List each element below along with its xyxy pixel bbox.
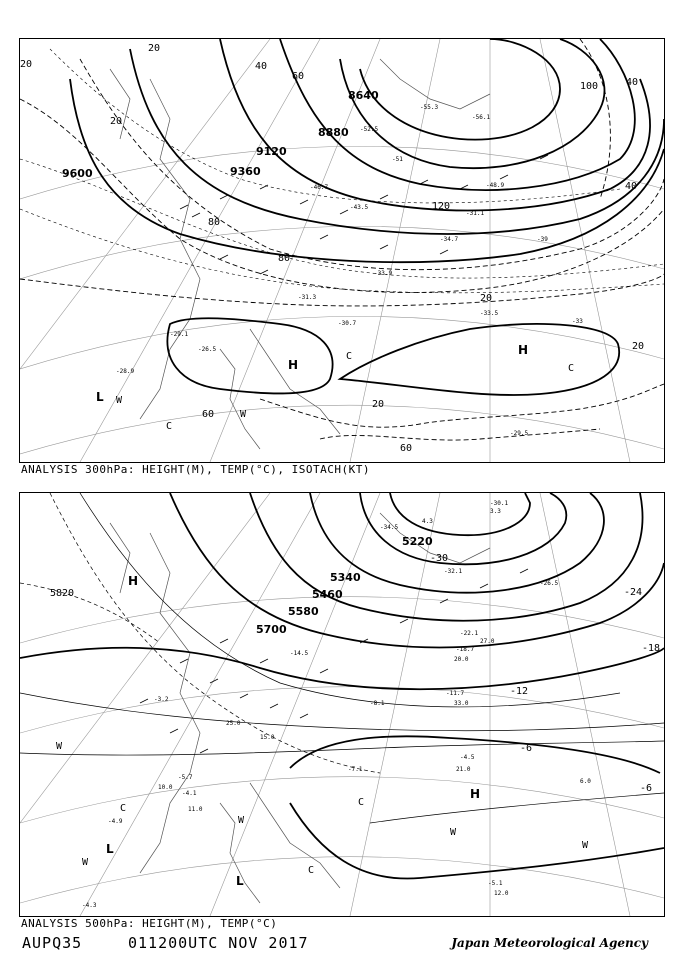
dewpoint-label: 4.3 xyxy=(422,518,433,525)
map-300hpa xyxy=(19,38,665,463)
temp-label: -11.7 xyxy=(446,690,465,697)
dewpoint-label: 20.0 xyxy=(454,656,469,663)
map-500hpa xyxy=(19,492,665,917)
temp-label: -5.7 xyxy=(178,774,193,781)
temp-label: -34.5 xyxy=(380,524,399,531)
temp-label: -26.5 xyxy=(540,580,559,587)
temp-label: -4.9 xyxy=(108,818,123,825)
bulletin-datetime: 011200UTC NOV 2017 xyxy=(128,934,309,952)
height-label-5460: 5460 xyxy=(312,588,343,601)
dewpoint-label: 11.0 xyxy=(188,806,203,813)
pressure-system-warm: W xyxy=(56,741,63,752)
height-label-9600: 9600 xyxy=(62,167,93,180)
temp-label: -33.9 xyxy=(374,270,393,277)
pressure-system-cold: C xyxy=(166,421,173,432)
dewpoint-label: 12.0 xyxy=(494,890,509,897)
isotherm-label: -6 xyxy=(520,743,533,754)
temp-label: -29.5 xyxy=(510,430,529,437)
pressure-system-high: H xyxy=(518,343,529,357)
pressure-system-low: L xyxy=(236,874,244,888)
temp-label: -46.7 xyxy=(310,184,329,191)
isotherm-label: -18 xyxy=(642,643,661,654)
pressure-system-warm: W xyxy=(82,857,89,868)
pressure-system-warm: W xyxy=(450,827,457,838)
temp-label: -4.3 xyxy=(82,902,97,909)
temp-label: -26.5 xyxy=(198,346,217,353)
graticule xyxy=(20,493,664,916)
temp-label: -31.3 xyxy=(298,294,317,301)
isotach-label: 20 xyxy=(480,293,493,304)
temp-label: -48.9 xyxy=(486,182,505,189)
height-label-8880: 8880 xyxy=(318,126,349,139)
temp-label: -7.1 xyxy=(348,766,363,773)
isotach-label: 20 xyxy=(632,341,645,352)
temp-label: -14.5 xyxy=(290,650,309,657)
pressure-system-high: H xyxy=(128,574,139,588)
height-label-5820: 5820 xyxy=(50,588,75,599)
isotherms xyxy=(20,493,664,823)
pressure-system-cold: C xyxy=(568,363,575,374)
temp-label: -51 xyxy=(392,156,403,163)
dewpoint-label: 15.0 xyxy=(260,734,275,741)
isotach-label: 60 xyxy=(292,71,305,82)
map-500hpa-canvas xyxy=(20,493,664,916)
caption-300hpa: ANALYSIS 300hPa: HEIGHT(M), TEMP(°C), ISOTACH(KT) xyxy=(21,463,371,476)
height-label-5220: 5220 xyxy=(402,535,433,548)
temp-label: -30.7 xyxy=(338,320,357,327)
pressure-system-warm: W xyxy=(238,815,245,826)
dewpoint-label: 21.0 xyxy=(456,766,471,773)
pressure-system-cold: C xyxy=(120,803,127,814)
temp-label: -4.5 xyxy=(460,754,475,761)
pressure-system-cold: C xyxy=(308,865,315,876)
isotach-label: 20 xyxy=(20,59,33,70)
isotherm-label: -12 xyxy=(510,686,529,697)
isotherm-label: -6 xyxy=(640,783,653,794)
isotach-label: 20 xyxy=(110,116,123,127)
pressure-system-cold: C xyxy=(346,351,353,362)
temp-label: -33 xyxy=(572,318,583,325)
isotach-label: 80 xyxy=(208,217,221,228)
map-300hpa-canvas xyxy=(20,39,664,462)
temp-label: -34.7 xyxy=(440,236,459,243)
dewpoint-label: 27.0 xyxy=(480,638,495,645)
pressure-system-warm: W xyxy=(240,409,247,420)
isotherms xyxy=(20,49,664,293)
isotach-label: 40 xyxy=(626,77,639,88)
temp-label: -55.3 xyxy=(420,104,439,111)
temp-label: -3.2 xyxy=(154,696,169,703)
temp-label: -29.1 xyxy=(170,331,189,338)
isotach-label: 20 xyxy=(148,43,161,54)
temp-label: -32.1 xyxy=(444,568,463,575)
dewpoint-label: 3.3 xyxy=(490,508,501,515)
temp-label: -43.5 xyxy=(350,204,369,211)
temp-label: -30.1 xyxy=(490,500,509,507)
pressure-system-high: H xyxy=(470,787,481,801)
isotach-label: 60 xyxy=(400,443,413,454)
pressure-system-low: L xyxy=(106,842,114,856)
bulletin-code: AUPQ35 xyxy=(22,934,83,952)
temp-label: -56.1 xyxy=(472,114,491,121)
temp-label: -4.1 xyxy=(182,790,197,797)
pressure-system-warm: W xyxy=(116,395,123,406)
temp-label: -22.1 xyxy=(460,630,479,637)
height-label-9120: 9120 xyxy=(256,145,287,158)
temp-label: -28.9 xyxy=(116,368,135,375)
isotherm-label: -24 xyxy=(624,587,643,598)
pressure-system-cold: C xyxy=(358,797,365,808)
dewpoint-label: 10.0 xyxy=(158,784,173,791)
isotach-label: 40 xyxy=(255,61,268,72)
height-label-5340: 5340 xyxy=(330,571,361,584)
temp-label: -8.1 xyxy=(370,700,385,707)
pressure-system-high: H xyxy=(288,358,299,372)
temp-label: -33.5 xyxy=(480,310,499,317)
agency-name: Japan Meteorological Agency xyxy=(451,936,648,950)
temp-label: -31.1 xyxy=(466,210,485,217)
isotach-label: 120 xyxy=(432,201,451,212)
dewpoint-label: 33.0 xyxy=(454,700,469,707)
coastlines xyxy=(110,513,490,903)
coastlines xyxy=(110,59,493,449)
temp-label: -18.7 xyxy=(456,646,475,653)
isotach-label: 40 xyxy=(625,181,638,192)
temp-label: -52.5 xyxy=(360,126,379,133)
isotach-label: 60 xyxy=(202,409,215,420)
isotherm-label: -30 xyxy=(430,553,449,564)
isotach-label: 80 xyxy=(278,253,291,264)
pressure-system-warm: W xyxy=(582,840,589,851)
isotach-label: 100 xyxy=(580,81,599,92)
height-label-8640: 8640 xyxy=(348,89,379,102)
temp-label: -5.1 xyxy=(488,880,503,887)
height-label-9360: 9360 xyxy=(230,165,261,178)
caption-500hpa: ANALYSIS 500hPa: HEIGHT(M), TEMP(°C) xyxy=(21,917,278,930)
height-label-5580: 5580 xyxy=(288,605,319,618)
temp-label: -39 xyxy=(537,236,548,243)
dewpoint-label: 25.0 xyxy=(226,720,241,727)
pressure-system-low: L xyxy=(96,390,104,404)
isotach-label: 20 xyxy=(372,399,385,410)
dewpoint-label: 6.0 xyxy=(580,778,591,785)
height-label-5700: 5700 xyxy=(256,623,287,636)
